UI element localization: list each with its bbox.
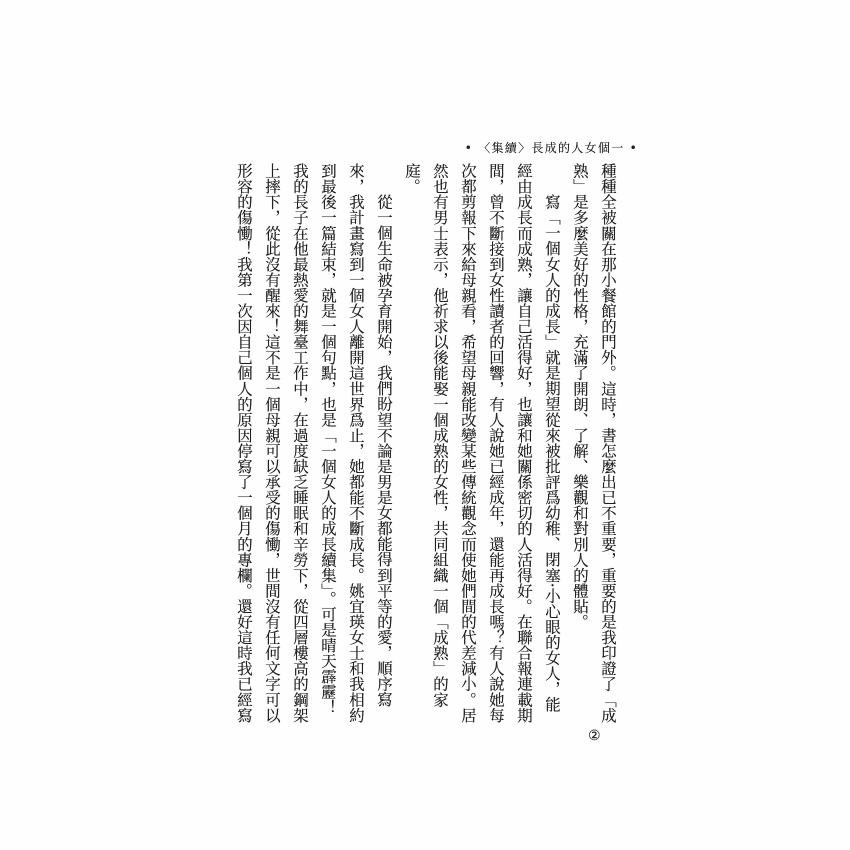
text-column-13: 上摔下，從此沒有醒來！這不是一個母親可以承受的傷慟，世間沒有任何文字可以: [263, 163, 281, 723]
text-column-9: 從一個生命被孕育開始，我們盼望不論是男是女都能得到平等的愛，順序寫: [375, 193, 393, 707]
text-column-14: 形容的傷慟！我第一次因自己個人的原因停寫了一個月的專欄。還好這時我已經寫: [235, 163, 253, 723]
text-block: [230, 163, 622, 725]
text-column-7: 然也有男士表示，他祈求以後能娶一個成熟的女性，共同組織一個「成熟」的家: [431, 163, 449, 708]
text-column-2: 熟」是多麼美好的性格，充滿了開朗、了解、樂觀和對別人的體貼。: [571, 163, 589, 630]
text-column-4: 經由成長而成熟，讓自己活得好，也讓和她關係密切的人活得好。在聯合報連載期: [515, 163, 533, 723]
text-column-11: 到最後一篇結束，就是一個句點，也是「一個女人的成長續集」。可是晴天霹靂！: [319, 163, 337, 716]
text-column-3: 寫「一個女人的成長」就是期望從來被批評爲幼稚、閉塞·小心眼的女人，能: [543, 193, 561, 712]
text-column-1: 種種全被關在那小餐館的門外。這時，書怎麼出已不重要，重要的是我印證了「成: [599, 163, 617, 723]
text-column-8: 庭。: [403, 163, 421, 195]
text-column-10: 來，我計畫寫到一個女人離開這世界爲止，她都能不斷成長。姚宜瑛女士和我相約: [347, 163, 365, 723]
text-column-6: 次都剪報下來給母親看，希望母親能改變某些傳統觀念而使她們間的代差減小。居: [459, 163, 477, 723]
running-head: • 〈集續〉長成的人女個一 •: [464, 141, 638, 155]
text-column-5: 間，曾不斷接到女性讀者的回響，有人說她已經成年，還能再成長嗎？有人說她每: [487, 163, 505, 723]
text-column-12: 我的長子在他最熱愛的舞臺工作中，在過度缺乏睡眠和辛勞下，從四層樓高的鋼架: [291, 163, 309, 723]
page-number: ②: [588, 728, 601, 744]
